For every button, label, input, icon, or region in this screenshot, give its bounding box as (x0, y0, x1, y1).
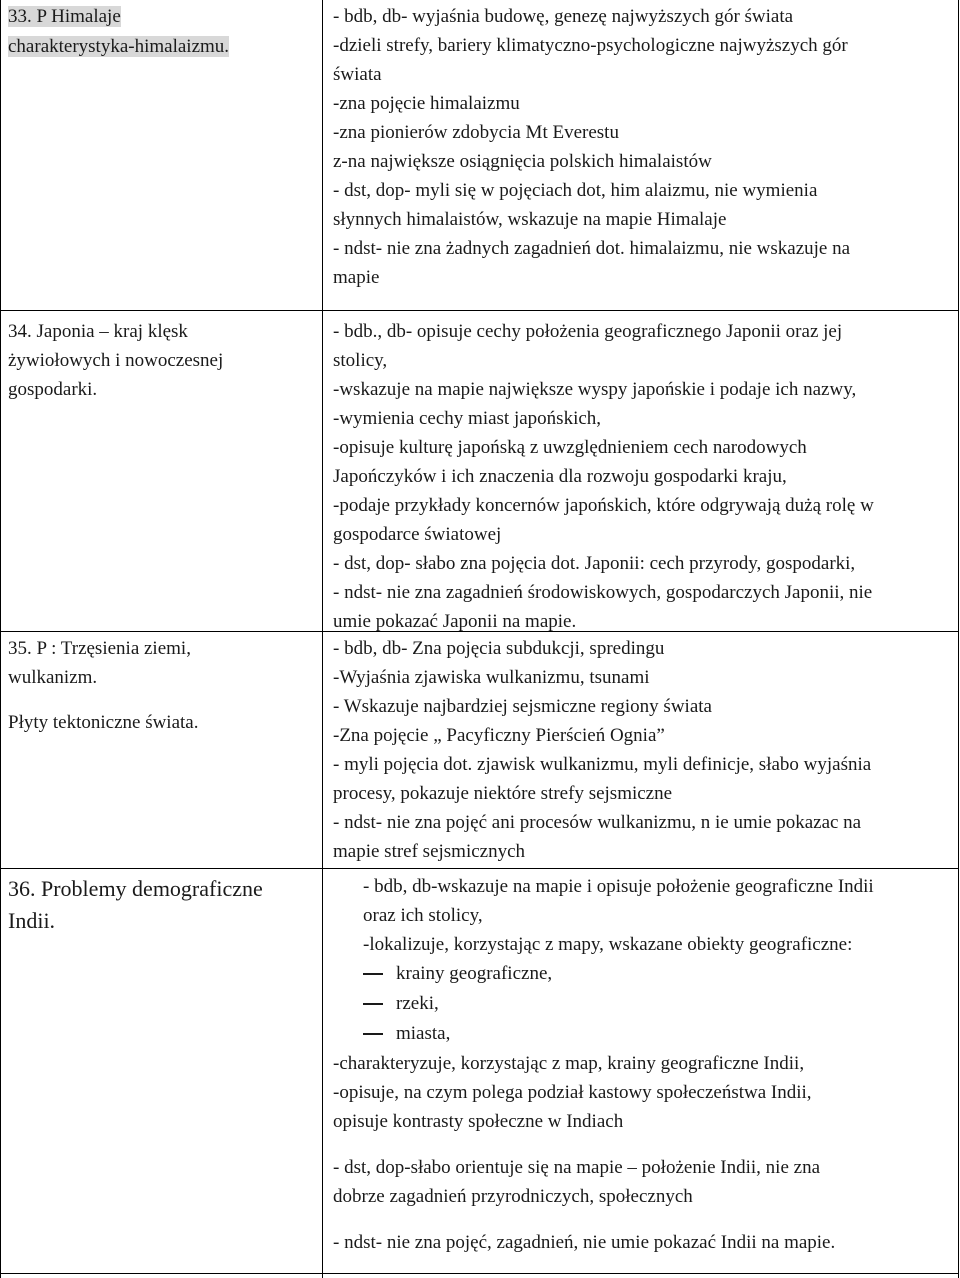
topic-line: 36. Problemy demograficzne (8, 876, 263, 901)
criteria-line: Japończyków i ich znaczenia dla rozwoju gospodarki kraju, (333, 466, 787, 487)
dash-list-item: miasta, (333, 1019, 874, 1049)
criteria-line: dobrze zagadnień przyrodniczych, społecznych (333, 1186, 693, 1207)
dash-bullet-icon (363, 1033, 383, 1035)
criteria-line: -podaje przykłady koncernów japońskich, które odgrywają dużą rolę w (333, 495, 874, 516)
topic-line: wulkanizm. (8, 667, 98, 688)
criteria-line: - bdb, db- Zna pojęcia subdukcji, spredingu (333, 638, 665, 659)
criteria-line: -zna pionierów zdobycia Mt Everestu (333, 122, 619, 143)
criteria-line: - ndst- nie zna zagadnień środowiskowych, gospodarczych Japonii, nie (333, 582, 873, 603)
criteria-block (333, 1228, 874, 1257)
topic-line: charakterystyka-himalaizmu. (8, 36, 230, 57)
criteria-line: oraz ich stolicy, (363, 905, 483, 926)
table-border-bottom (0, 1273, 959, 1274)
criteria-cell-36 (333, 872, 874, 1257)
criteria-line: - ndst- nie zna żadnych zagadnień dot. himalaizmu, nie wskazuje na (333, 238, 851, 259)
criteria-line: -wymienia cechy miast japońskich, (333, 408, 602, 429)
topic-line: 34. Japonia – kraj klęsk (8, 321, 188, 342)
topic-line: Indii. (8, 908, 56, 933)
dash-list (333, 959, 874, 1049)
criteria-line: mapie stref sejsmicznych (333, 841, 526, 862)
row-divider (0, 310, 959, 311)
topic-line: 35. P : Trzęsienia ziemi, (8, 638, 191, 659)
topic-line: gospodarki. (8, 379, 98, 400)
criteria-line: - Wskazuje najbardziej sejsmiczne regiony świata (333, 696, 712, 717)
topic-cell-36 (8, 873, 263, 937)
criteria-line: - myli pojęcia dot. zjawisk wulkanizmu, myli definicje, słabo wyjaśnia (333, 754, 872, 775)
criteria-line: - ndst- nie zna pojęć, zagadnień, nie umie pokazać Indii na mapie. (333, 1232, 836, 1253)
criteria-cell-34 (333, 317, 874, 636)
criteria-line: - bdb, db- wyjaśnia budowę, genezę najwyższych gór świata (333, 6, 794, 27)
topic-cell-34 (8, 317, 223, 404)
criteria-line: - dst, dop-słabo orientuje się na mapie – położenie Indii, nie zna (333, 1157, 820, 1178)
criteria-line: -zna pojęcie himalaizmu (333, 93, 520, 114)
criteria-line: -opisuje, na czym polega podział kastowy społeczeństwa Indii, (333, 1082, 812, 1103)
criteria-block (333, 1049, 874, 1136)
table-border-right (958, 0, 959, 1278)
criteria-line: słynnych himalaistów, wskazuje na mapie Himalaje (333, 209, 727, 230)
criteria-line: -opisuje kulturę japońską z uwzględnieniem cech narodowych (333, 437, 807, 458)
dash-bullet-icon (363, 973, 383, 975)
topic-cell-33 (8, 2, 229, 61)
criteria-cell-35 (333, 634, 871, 866)
criteria-line: -lokalizuje, korzystając z mapy, wskazane obiekty geograficzne: (363, 934, 853, 955)
criteria-line: -wskazuje na mapie największe wyspy japońskie i podaje ich nazwy, (333, 379, 857, 400)
criteria-line: - ndst- nie zna pojęć ani procesów wulkanizmu, n ie umie pokazac na (333, 812, 862, 833)
criteria-line: mapie (333, 267, 380, 288)
table-border-left (0, 0, 1, 1278)
criteria-line: opisuje kontrasty społeczne w Indiach (333, 1111, 624, 1132)
dash-bullet-icon (363, 1003, 383, 1005)
table-column-divider (322, 0, 323, 1278)
topic-extra: Płyty tektoniczne świata. (8, 712, 199, 733)
topic-line: 33. P Himalaje (8, 6, 121, 27)
criteria-line: - dst, dop- myli się w pojęciach dot, him alaizmu, nie wymienia (333, 180, 818, 201)
criteria-line: -dzieli strefy, bariery klimatyczno-psychologiczne najwyższych gór (333, 35, 848, 56)
criteria-line: - dst, dop- słabo zna pojęcia dot. Japonii: cech przyrody, gospodarki, (333, 553, 856, 574)
row-divider (0, 868, 959, 869)
criteria-line: gospodarce światowej (333, 524, 502, 545)
criteria-line: -Zna pojęcie „ Pacyficzny Pierścień Ognia” (333, 725, 665, 746)
criteria-line: -charakteryzuje, korzystając z map, krainy geograficzne Indii, (333, 1053, 805, 1074)
criteria-line: z-na największe osiągnięcia polskich himalaistów (333, 151, 712, 172)
dash-list-item: krainy geograficzne, (333, 959, 874, 989)
criteria-line: umie pokazać Japonii na mapie. (333, 611, 577, 632)
criteria-cell-33 (333, 2, 850, 292)
criteria-line: - bdb., db- opisuje cechy położenia geograficznego Japonii oraz jej (333, 321, 843, 342)
criteria-line: - bdb, db-wskazuje na mapie i opisuje położenie geograficzne Indii (363, 876, 874, 897)
topic-cell-35 (8, 634, 198, 737)
criteria-line: procesy, pokazuje niektóre strefy sejsmiczne (333, 783, 673, 804)
topic-line: żywiołowych i nowoczesnej (8, 350, 224, 371)
criteria-line: stolicy, (333, 350, 388, 371)
criteria-line: -Wyjaśnia zjawiska wulkanizmu, tsunami (333, 667, 650, 688)
criteria-block (333, 1153, 874, 1211)
criteria-line: świata (333, 64, 382, 85)
dash-list-item: rzeki, (333, 989, 874, 1019)
criteria-block (333, 872, 874, 959)
